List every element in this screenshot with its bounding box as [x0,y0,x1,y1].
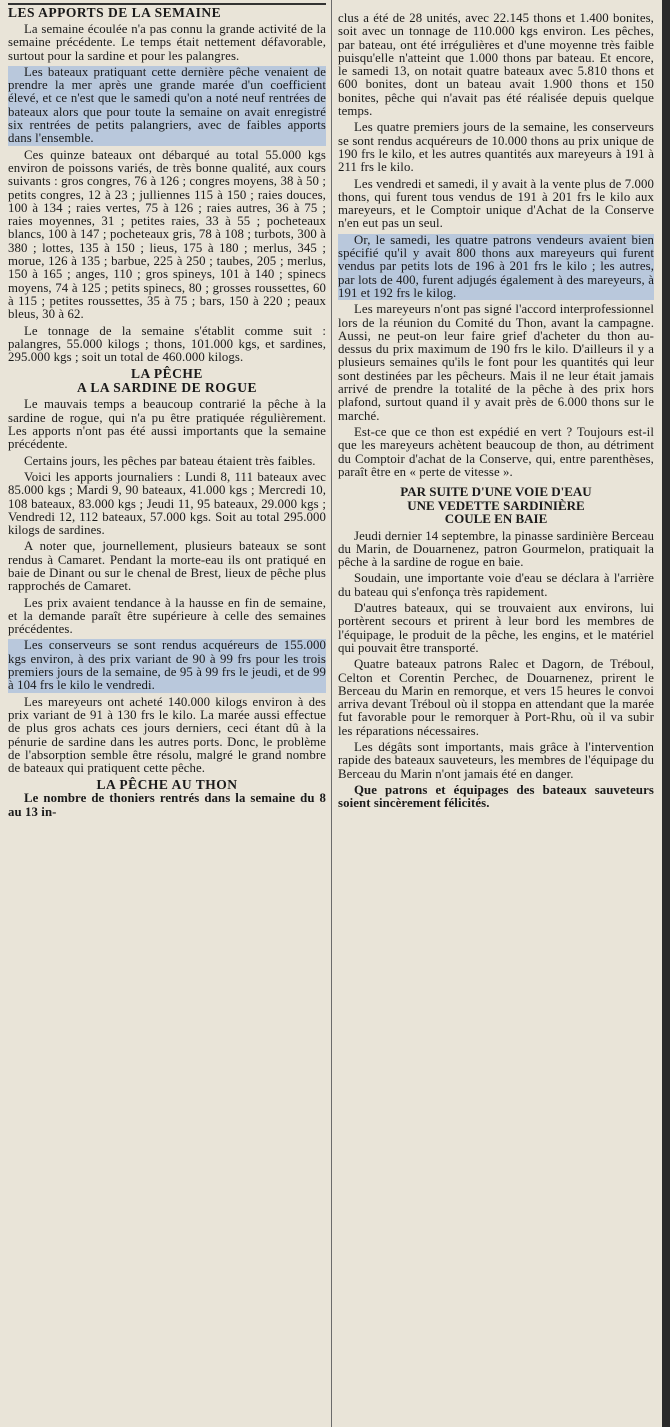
paragraph: La semaine écoulée n'a pas connu la grande activité de la semaine précédente. Le temps était nettement défavorable, surtout pour la sardine et pour les palangres. [8,22,326,63]
paragraph: clus a été de 28 unités, avec 22.145 thons et 1.400 bonites, soit avec un tonnage de 110.000 kgs environ. Les pêches, par bateau, ont été irrégulières et d'une moyenne très faible puisqu'elle n'atteint que 1.000 thons par bateau. Et encore, le samedi 13, on notait quatre bateaux avec 5.810 thons et 600 bonites, dont un bateau avait 1.900 thons et 150 bonites, pêche qui n'avait pas été réalisée depuis quelque temps. [338,11,654,119]
paragraph: Ces quinze bateaux ont débarqué au total 55.000 kgs environ de poissons variés, de très bonne qualité, aux cours suivants : gros congres, 76 à 126 ; congres moyens, 38 à 50 ; petits congres, 12 à 23 ; julliennes 115 à 150 ; raies douces, 100 à 134 ; raies vertes, 75 à 126 ; raies autres, 36 à 75 ; raies moyennes, 31 ; petites raies, 33 à 55 ; pocheteaux blancs, 100 à 147 ; pocheteaux gris, 78 à 108 ; turbots, 300 à 380 ; lottes, 135 à 150 ; lieus, 175 à 180 ; merlus, 345 ; morue, 126 à 135 ; barbue, 225 à 250 ; taubes, 205 ; merlus, 150 à 165 ; anges, 110 ; gros spineys, 101 à 140 ; spinecs moyens, 74 à 125 ; petits spinecs, 80 ; grosses roussettes, 60 à 115 ; petites roussettes, 35 à 75 ; bars, 150 à 220 ; peaux bleus, 30 à 62. [8,147,326,322]
paragraph: A noter que, journellement, plusieurs bateaux se sont rendus à Camaret. Pendant la morte-eau ils ont pratiqué en baie de Dinant ou sur le chenal de Brest, lieux de pêche plus rapprochés de Camaret. [8,539,326,594]
section-title-sardine-line2: A LA SARDINE DE ROGUE [76,380,258,396]
paragraph: Voici les apports journaliers : Lundi 8, 111 bateaux avec 85.000 kgs ; Mardi 9, 90 bateaux, 41.000 kgs ; Mercredi 10, 108 bateaux, 83.000 kgs ; Jeudi 11, 95 bateaux, 29.000 kgs ; Vendredi 12, 112 bateaux, 57.000 kgs. Soit au total 295.000 kilogs de sardines. [8,469,326,538]
paragraph: Soudain, une importante voie d'eau se déclara à l'arrière du bateau qui s'enfonça très rapidement. [338,571,654,599]
paragraph: Le nombre de thoniers rentrés dans la semaine du 8 au 13 in- [8,791,326,819]
column-divider [331,0,332,1427]
paragraph: Le tonnage de la semaine s'établit comme suit : palangres, 55.000 kilogs ; thons, 101.000 kgs, et sardines, 295.000 kgs ; soit un total de 460.000 kilogs. [8,323,326,365]
section-title-vedette-line2: UNE VEDETTE SARDINIÈRE [407,497,585,513]
paragraph: Quatre bateaux patrons Ralec et Dagorn, de Tréboul, Celton et Corentin Perchec, de Douarnenez, prirent le Berceau du Marin en remorque, et vers 15 heures le convoi arriva devant Tréboul où il stoppa en attendant que la marée fut favorable pour le remorquer à Port-Rhu, où il va subir les réparations nécessaires. [338,657,654,738]
paragraph: Or, le samedi, les quatre patrons vendeurs avaient bien spécifié qu'il y avait 800 thons aux mareyeurs qui furent vendus par petits lots de 196 à 201 frs le kilo ; les autres, par lots de 400, furent adjugés également à des mareyeurs, à 191 et 192 frs le kilog. [338,232,654,300]
paragraph: Les bateaux pratiquant cette dernière pêche venaient de prendre la mer après une grande marée d'un coefficient élevé, et ce n'est que le samedi qu'on a noté neuf rentrées de bateaux alors que pour toute la semaine on avait enregistré six rentrées de petits palangriers, avec de faibles apports dans l'ensemble. [8,64,326,146]
section-title-sardine-line1: LA PÊCHE [131,366,203,382]
paragraph: Les conserveurs se sont rendus acquéreurs de 155.000 kgs environ, à des prix variant de 90 à 99 frs pour les trois premiers jours de la semaine, de 95 à 99 frs le jeudi, et de 99 à 104 frs le kilo le vendredi. [8,638,326,693]
section-title-vedette-line3: COULE EN BAIE [444,511,548,527]
paragraph: D'autres bateaux, qui se trouvaient aux environs, lui portèrent secours et prirent à leur bord les membres de l'équipage, le produit de la pêche, les engins, et le matériel qui pouvait être transporté. [338,601,654,655]
section-title-thon: LA PÊCHE AU THON [96,777,238,793]
right-column [338,12,654,814]
paragraph: Que patrons et équipages des bateaux sauveteurs soient sincèrement félicités. [338,782,654,811]
paragraph: Les vendredi et samedi, il y avait à la vente plus de 7.000 thons, qui furent tous vendus de 191 à 201 frs le kilo aux mareyeurs, et le Comptoir unique d'Achat de la Conserve n'en eut pas un seul. [338,176,654,231]
section-title-vedette-line1: PAR SUITE D'UNE VOIE D'EAU [400,484,592,500]
paragraph: Est-ce que ce thon est expédié en vert ? Toujours est-il que les mareyeurs achètent beaucoup de thon, au détriment du Comptoir d'achat de la Conserve, qui, entre parenthèses, paraît être en « perte de vitesse ». [338,424,654,479]
paragraph: Les mareyeurs n'ont pas signé l'accord interprofessionnel lors de la réunion du Comité du Thon, avant la campagne. Aussi, ne peut-on leur faire grief d'acheter du thon au-dessus du prix maximum de 190 frs le kilo. D'ailleurs il y a plusieurs semaines qu'ils le font pour les quantités qui leur sont destinées par les pêcheurs. Mais il ne leur était jamais arrivé de prendre la totalité de la pêche à des prix hors plafond, surtout quand il y avait près de 6.000 thons sur le marché. [338,302,654,423]
left-column [8,6,326,822]
paragraph: Les dégâts sont importants, mais grâce à l'intervention rapide des bateaux sauveteurs, les membres de l'équipage du Berceau du Marin n'ont jamais été en danger. [338,740,654,781]
paragraph: Les quatre premiers jours de la semaine, les conserveurs se sont rendus acquéreurs de 10.000 thons au prix unique de 190 frs le kilo, et les autres quantités aux mareyeurs à 191 à 211 frs le kilo. [338,120,654,175]
paragraph: Jeudi dernier 14 septembre, la pinasse sardinière Berceau du Marin, de Douarnenez, patron Gourmelon, pratiquait la pêche à la sardine de rogue en baie. [338,528,654,570]
section-title-apports: LES APPORTS DE LA SEMAINE [8,5,222,20]
paragraph: Certains jours, les pêches par bateau étaient très faibles. [24,453,316,468]
paragraph: Les mareyeurs ont acheté 140.000 kilogs environ à des prix variant de 91 à 130 frs le kilo. La marée aussi effectue de plus gros achats ces jours derniers, ceci étant dû à la pénurie de sardine dans les autres ports. Donc, le problème de l'absorption semble être résolu, malgré le grand nombre de bateaux qui pratiquent cette pêche. [8,694,326,776]
page-edge [662,0,670,1427]
paragraph: Le mauvais temps a beaucoup contrarié la pêche à la sardine de rogue, qui n'a pu être pratiquée régulièrement. Les apports n'ont pas été aussi importants que la semaine précédente. [8,397,326,452]
paragraph: Les prix avaient tendance à la hausse en fin de semaine, et la demande paraît être supérieure à celle des semaines précédentes. [8,595,326,637]
